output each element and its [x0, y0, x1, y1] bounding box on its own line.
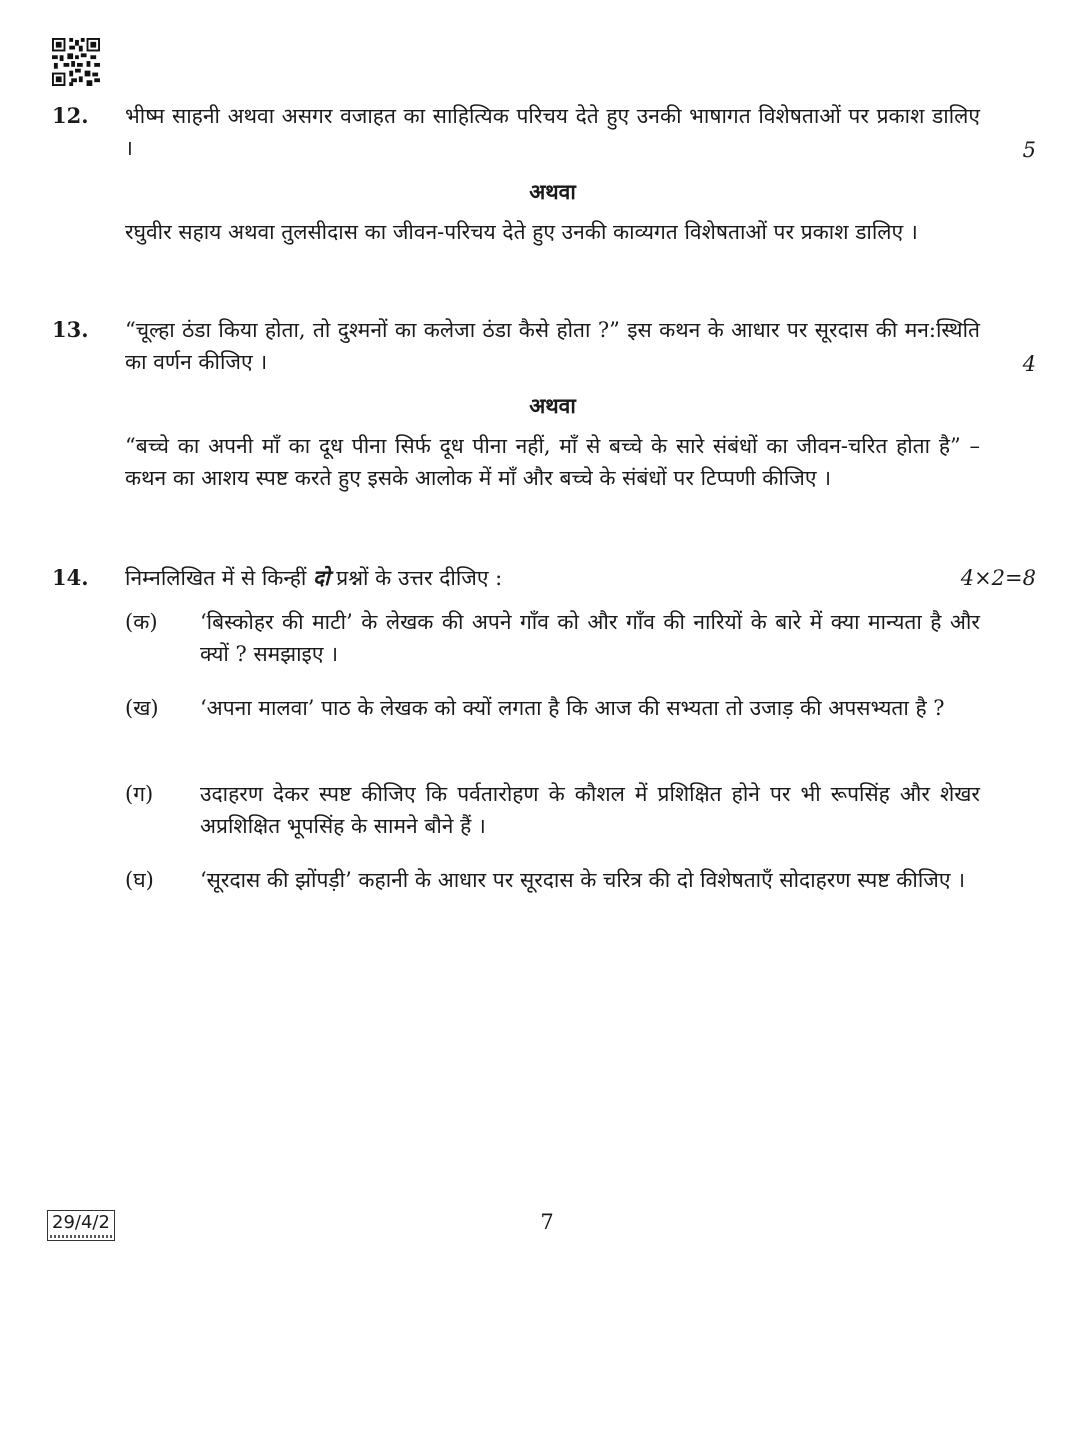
page-number: 7 — [540, 1210, 554, 1234]
sub-question-label: (घ) — [125, 868, 154, 892]
qr-code-icon — [52, 38, 100, 86]
sub-question-text: ‘अपना मालवा’ पाठ के लेखक को क्यों लगता है कि आज की सभ्यता तो उजाड़ की अपसभ्यता है ? — [200, 696, 945, 720]
emphasis-word: दो — [312, 565, 330, 590]
question-text: भीष्म साहनी अथवा असगर वजाहत का साहित्यिक परिचय देते हुए उनकी भाषागत विशेषताओं पर प्रकाश डालिए । — [125, 104, 980, 160]
alternative-question-text: “बच्चे का अपनी माँ का दूध पीना सिर्फ दूध पीना नहीं, माँ से बच्चे के सारे संबंधों का जीवन-चरित होता है” – कथन का आशय स्पष्ट करते हुए इसके आलोक में माँ और बच्चे के संबंधों पर टिप्पणी कीजिए । — [125, 434, 980, 490]
sub-question-label: (क) — [125, 610, 158, 634]
or-divider: अथवा — [529, 393, 576, 418]
or-divider: अथवा — [529, 179, 576, 204]
paper-code: 29/4/2 — [47, 1210, 115, 1241]
sub-question-text: ‘सूरदास की झोंपड़ी’ कहानी के आधार पर सूरदास के चरित्र की दो विशेषताएँ सोदाहरण स्पष्ट कीजिए । — [200, 868, 966, 892]
question-12 — [52, 100, 1036, 290]
question-number: 12. — [52, 103, 89, 128]
sub-question — [125, 606, 980, 676]
sub-question — [125, 864, 980, 934]
question-marks: 5 — [1022, 138, 1036, 162]
sub-question-label: (ख) — [125, 696, 159, 720]
question-14 — [52, 562, 1036, 942]
question-marks: 4×2=8 — [960, 566, 1036, 590]
sub-question-text: ‘बिस्कोहर की माटी’ के लेखक की अपने गाँव को और गाँव की नारियों के बारे में क्या मान्यता है और क्यों ? समझाइए । — [200, 610, 980, 666]
sub-question — [125, 778, 980, 848]
question-number: 14. — [52, 565, 89, 590]
alternative-question-text: रघुवीर सहाय अथवा तुलसीदास का जीवन-परिचय देते हुए उनकी काव्यगत विशेषताओं पर प्रकाश डालिए । — [125, 220, 918, 244]
sub-question-text: उदाहरण देकर स्पष्ट कीजिए कि पर्वतारोहण के कौशल में प्रशिक्षित होने पर भी रूपसिंह और शेखर अप्रशिक्षित भूपसिंह के सामने बौने हैं । — [200, 782, 980, 838]
sub-question-label: (ग) — [125, 782, 154, 806]
question-text: निम्नलिखित में से किन्हीं दो प्रश्नों के उत्तर दीजिए : — [125, 565, 503, 590]
question-number: 13. — [52, 317, 89, 342]
question-marks: 4 — [1022, 352, 1036, 376]
question-13 — [52, 314, 1036, 544]
question-text: “चूल्हा ठंडा किया होता, तो दुश्मनों का कलेजा ठंडा कैसे होता ?” इस कथन के आधार पर सूरदास की मन:स्थिति का वर्णन कीजिए । — [125, 318, 980, 374]
sub-question — [125, 692, 980, 762]
